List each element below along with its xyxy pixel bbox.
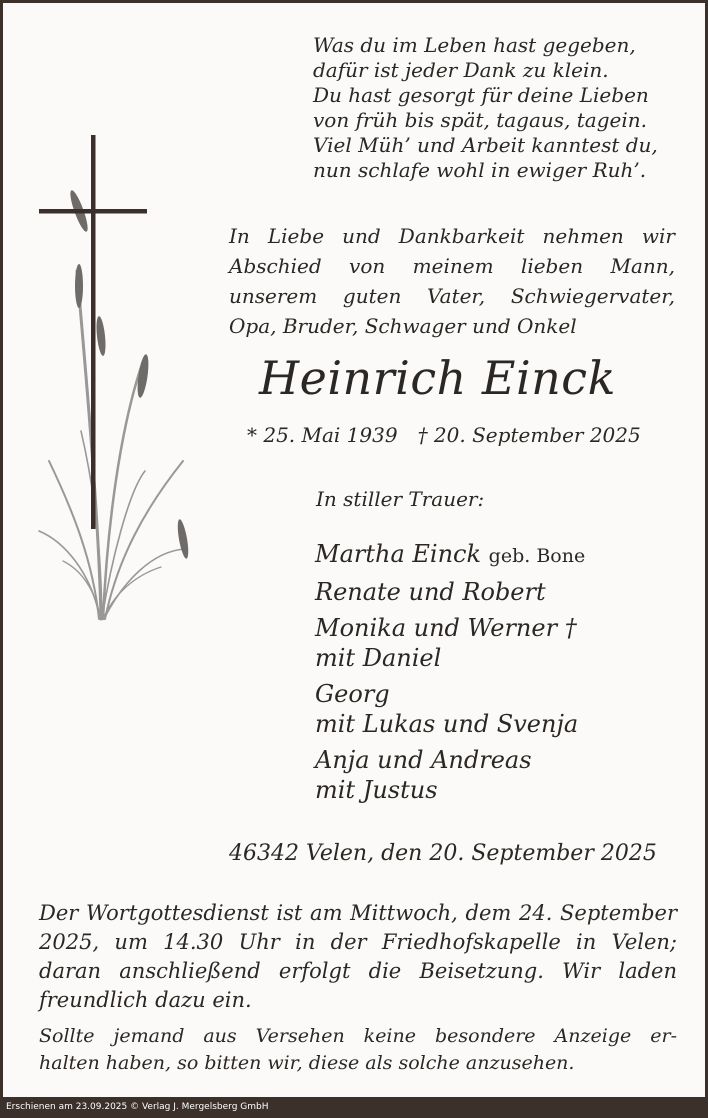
mourner-group <box>315 745 695 805</box>
birth-date: * 25. Mai 1939 <box>247 423 398 447</box>
poem-line: dafür ist jeder Dank zu klein. <box>313 58 609 82</box>
mourner-line: Monika und Werner † <box>315 614 577 642</box>
poem-line: Was du im Leben hast gegeben, <box>313 33 636 57</box>
mourner-group <box>315 577 695 607</box>
mourner-group <box>315 679 695 739</box>
intro-line: In Liebe und Dankbarkeit nehmen wir <box>229 224 675 248</box>
mourner-group <box>315 613 695 673</box>
mourner-line: mit Lukas und Svenja <box>315 710 579 738</box>
widow-maiden-name: geb. Bone <box>488 545 586 567</box>
service-info <box>39 899 677 1015</box>
mourner-line: Anja und Andreas <box>315 746 532 774</box>
poem-line: von früh bis spät, tagaus, tagein. <box>313 108 648 132</box>
cross-with-cattails-icon <box>33 131 203 631</box>
mourning-heading: In stiller Trauer: <box>316 487 485 511</box>
intro-text <box>229 221 675 341</box>
life-dates <box>247 421 677 449</box>
mourners-list <box>315 539 695 811</box>
intro-line: Abschied von meinem lieben Mann, <box>229 254 675 278</box>
mourner-line: Renate und Robert <box>315 578 546 606</box>
service-line: daran anschließend erfolgt die Beisetzung. Wir laden <box>39 959 677 983</box>
intro-line: unserem guten Vater, Schwiegervater, <box>229 284 675 308</box>
place-and-date: 46342 Velen, den 20. September 2025 <box>229 841 657 866</box>
deceased-name: Heinrich Einck <box>259 351 616 405</box>
widow-name: Martha Einck <box>315 540 482 568</box>
footer-bar <box>0 1100 708 1118</box>
mourner-line: mit Daniel <box>315 644 442 672</box>
notice-line: halten haben, so bitten wir, diese als solche anzusehen. <box>39 1052 575 1074</box>
mourner-line <box>315 539 695 571</box>
service-line: freundlich dazu ein. <box>39 988 252 1012</box>
service-line: 2025, um 14.30 Uhr in der Friedhofskapelle in Velen; <box>39 930 677 954</box>
service-line: Der Wortgottesdienst ist am Mittwoch, dem 24. September <box>39 901 677 925</box>
mourner-line: Georg <box>315 680 390 708</box>
notice-line: Sollte jemand aus Versehen keine besondere Anzeige er- <box>39 1025 677 1047</box>
death-date: † 20. September 2025 <box>417 423 641 447</box>
mourner-group <box>315 539 695 571</box>
notice-text <box>39 1023 677 1077</box>
poem-line: Viel Müh’ und Arbeit kanntest du, <box>313 133 658 157</box>
publication-credit: Erschienen am 23.09.2025 © Verlag J. Mergelsberg GmbH <box>6 1102 269 1112</box>
mourner-line: mit Justus <box>315 776 438 804</box>
poem-line: Du hast gesorgt für deine Lieben <box>313 83 649 107</box>
intro-line: Opa, Bruder, Schwager und Onkel <box>229 314 577 338</box>
poem-line: nun schlafe wohl in ewiger Ruh’. <box>313 158 647 182</box>
poem <box>313 33 703 183</box>
